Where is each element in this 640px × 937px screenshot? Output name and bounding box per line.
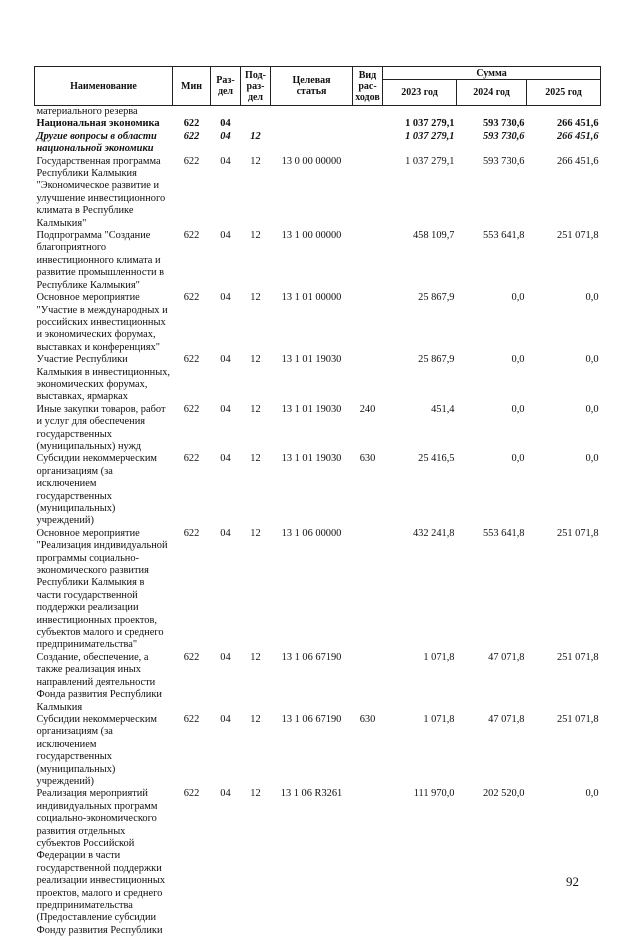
cell-razdel: 04 bbox=[211, 131, 241, 156]
cell-podrazdel: 12 bbox=[241, 354, 271, 404]
cell-sum-2024: 0,0 bbox=[457, 354, 527, 404]
cell-min: 622 bbox=[173, 788, 211, 937]
table-body bbox=[35, 106, 601, 937]
cell-sum-2023: 458 109,7 bbox=[383, 230, 457, 292]
table-row bbox=[35, 118, 601, 130]
cell-name: Подпрограмма "Создание благоприятного инвестиционного климата и развитие промышленности в Республике Калмыкия" bbox=[35, 230, 173, 292]
cell-min: 622 bbox=[173, 292, 211, 354]
cell-vid bbox=[353, 118, 383, 130]
cell-razdel: 04 bbox=[211, 230, 241, 292]
cell-sum-2024: 593 730,6 bbox=[457, 156, 527, 230]
cell-razdel: 04 bbox=[211, 453, 241, 527]
cell-sum-2023: 1 037 279,1 bbox=[383, 131, 457, 156]
cell-name: Основное мероприятие "Реализация индивидуальной программы социально-экономического развития Республики Калмыкия в части государственной поддержки реализации инвестиционных проектов, субъектов малого и среднего предпринимательства" bbox=[35, 528, 173, 652]
cell-sum-2023: 25 867,9 bbox=[383, 292, 457, 354]
table-row bbox=[35, 354, 601, 404]
table-row bbox=[35, 404, 601, 454]
cell-sum-2025: 0,0 bbox=[527, 788, 601, 937]
cell-target: 13 1 00 00000 bbox=[271, 230, 353, 292]
cell-min: 622 bbox=[173, 156, 211, 230]
table-row bbox=[35, 131, 601, 156]
cell-min: 622 bbox=[173, 118, 211, 130]
cell-razdel bbox=[211, 106, 241, 119]
cell-target: 13 1 01 00000 bbox=[271, 292, 353, 354]
cell-target: 13 1 06 00000 bbox=[271, 528, 353, 652]
cell-sum-2024: 0,0 bbox=[457, 292, 527, 354]
cell-target: 13 1 01 19030 bbox=[271, 404, 353, 454]
cell-name: Создание, обеспечение, а также реализация иных направлений деятельности Фонда развития Республики Калмыкия bbox=[35, 652, 173, 714]
cell-sum-2023: 111 970,0 bbox=[383, 788, 457, 937]
cell-vid bbox=[353, 131, 383, 156]
cell-podrazdel bbox=[241, 118, 271, 130]
cell-sum-2025: 251 071,8 bbox=[527, 652, 601, 714]
cell-sum-2025: 266 451,6 bbox=[527, 118, 601, 130]
cell-sum-2024: 593 730,6 bbox=[457, 118, 527, 130]
table-row bbox=[35, 230, 601, 292]
cell-target bbox=[271, 131, 353, 156]
cell-razdel: 04 bbox=[211, 528, 241, 652]
cell-vid bbox=[353, 652, 383, 714]
cell-podrazdel: 12 bbox=[241, 788, 271, 937]
cell-min: 622 bbox=[173, 230, 211, 292]
cell-sum-2023: 1 071,8 bbox=[383, 652, 457, 714]
cell-sum-2023: 1 037 279,1 bbox=[383, 118, 457, 130]
cell-name: Иные закупки товаров, работ и услуг для обеспечения государственных (муниципальных) нужд bbox=[35, 404, 173, 454]
cell-vid: 240 bbox=[353, 404, 383, 454]
cell-razdel: 04 bbox=[211, 714, 241, 788]
cell-min: 622 bbox=[173, 528, 211, 652]
cell-vid bbox=[353, 292, 383, 354]
cell-razdel: 04 bbox=[211, 118, 241, 130]
table-header bbox=[35, 67, 601, 106]
cell-podrazdel: 12 bbox=[241, 652, 271, 714]
cell-podrazdel: 12 bbox=[241, 292, 271, 354]
cell-min: 622 bbox=[173, 354, 211, 404]
cell-vid bbox=[353, 106, 383, 119]
cell-sum-2024: 47 071,8 bbox=[457, 714, 527, 788]
cell-min: 622 bbox=[173, 453, 211, 527]
cell-sum-2024: 47 071,8 bbox=[457, 652, 527, 714]
table-row bbox=[35, 528, 601, 652]
cell-sum-2024 bbox=[457, 106, 527, 119]
cell-name: Государственная программа Республики Калмыкия "Экономическое развитие и улучшение инвестиционного климата в Республике Калмыкия" bbox=[35, 156, 173, 230]
cell-sum-2023: 451,4 bbox=[383, 404, 457, 454]
cell-sum-2024: 202 520,0 bbox=[457, 788, 527, 937]
cell-target: 13 1 06 R3261 bbox=[271, 788, 353, 937]
table-row bbox=[35, 106, 601, 119]
cell-min: 622 bbox=[173, 714, 211, 788]
cell-sum-2025: 0,0 bbox=[527, 354, 601, 404]
cell-sum-2025: 266 451,6 bbox=[527, 156, 601, 230]
table-row bbox=[35, 652, 601, 714]
cell-podrazdel: 12 bbox=[241, 714, 271, 788]
cell-vid bbox=[353, 528, 383, 652]
cell-min: 622 bbox=[173, 652, 211, 714]
table-row bbox=[35, 788, 601, 937]
cell-name: Субсидии некоммерческим организациям (за исключением государственных (муниципальных) учреждений) bbox=[35, 714, 173, 788]
cell-min: 622 bbox=[173, 131, 211, 156]
cell-target: 13 1 01 19030 bbox=[271, 354, 353, 404]
cell-razdel: 04 bbox=[211, 354, 241, 404]
cell-razdel: 04 bbox=[211, 788, 241, 937]
cell-sum-2025: 0,0 bbox=[527, 453, 601, 527]
cell-vid bbox=[353, 230, 383, 292]
table-row bbox=[35, 156, 601, 230]
cell-razdel: 04 bbox=[211, 652, 241, 714]
col-header-name: Наименование bbox=[35, 67, 173, 106]
cell-target bbox=[271, 106, 353, 119]
cell-sum-2024: 0,0 bbox=[457, 404, 527, 454]
cell-name: Другие вопросы в области национальной экономики bbox=[35, 131, 173, 156]
cell-razdel: 04 bbox=[211, 404, 241, 454]
cell-name: Основное мероприятие "Участие в международных и российских инвестиционных и экономических форумах, выставках и конференциях" bbox=[35, 292, 173, 354]
cell-sum-2023: 1 071,8 bbox=[383, 714, 457, 788]
cell-min: 622 bbox=[173, 404, 211, 454]
cell-sum-2023: 25 416,5 bbox=[383, 453, 457, 527]
col-header-razdel: Раз- дел bbox=[211, 67, 241, 106]
col-header-sum: Сумма bbox=[383, 67, 601, 80]
cell-sum-2023: 1 037 279,1 bbox=[383, 156, 457, 230]
cell-vid bbox=[353, 354, 383, 404]
cell-podrazdel: 12 bbox=[241, 404, 271, 454]
col-header-vid: Вид рас- ходов bbox=[353, 67, 383, 106]
cell-sum-2023: 25 867,9 bbox=[383, 354, 457, 404]
table-row bbox=[35, 714, 601, 788]
cell-sum-2025 bbox=[527, 106, 601, 119]
cell-target bbox=[271, 118, 353, 130]
cell-name: материального резерва bbox=[35, 106, 173, 119]
page-number: 92 bbox=[566, 874, 579, 890]
cell-podrazdel: 12 bbox=[241, 156, 271, 230]
cell-podrazdel: 12 bbox=[241, 528, 271, 652]
cell-podrazdel bbox=[241, 106, 271, 119]
cell-name: Реализация мероприятий индивидуальных программ социально-экономического развития отдельных субъектов Российской Федерации в части государственной поддержки реализации инвестиционных проектов, малого и среднего предпринимательства (Предоставление субсидии Фонду развития Республики bbox=[35, 788, 173, 937]
col-header-2025: 2025 год bbox=[527, 80, 601, 106]
table-row bbox=[35, 453, 601, 527]
cell-sum-2024: 553 641,8 bbox=[457, 528, 527, 652]
cell-podrazdel: 12 bbox=[241, 453, 271, 527]
cell-vid bbox=[353, 156, 383, 230]
cell-razdel: 04 bbox=[211, 292, 241, 354]
cell-target: 13 0 00 00000 bbox=[271, 156, 353, 230]
cell-razdel: 04 bbox=[211, 156, 241, 230]
cell-podrazdel: 12 bbox=[241, 131, 271, 156]
cell-vid bbox=[353, 788, 383, 937]
cell-sum-2025: 266 451,6 bbox=[527, 131, 601, 156]
cell-target: 13 1 06 67190 bbox=[271, 714, 353, 788]
cell-sum-2024: 0,0 bbox=[457, 453, 527, 527]
cell-sum-2025: 251 071,8 bbox=[527, 714, 601, 788]
cell-name: Субсидии некоммерческим организациям (за исключением государственных (муниципальных) учреждений) bbox=[35, 453, 173, 527]
cell-sum-2025: 251 071,8 bbox=[527, 230, 601, 292]
cell-min bbox=[173, 106, 211, 119]
col-header-podrazdel: Под- раз- дел bbox=[241, 67, 271, 106]
budget-table bbox=[34, 66, 601, 937]
cell-target: 13 1 01 19030 bbox=[271, 453, 353, 527]
col-header-2023: 2023 год bbox=[383, 80, 457, 106]
cell-sum-2024: 553 641,8 bbox=[457, 230, 527, 292]
cell-sum-2024: 593 730,6 bbox=[457, 131, 527, 156]
cell-sum-2025: 0,0 bbox=[527, 292, 601, 354]
cell-podrazdel: 12 bbox=[241, 230, 271, 292]
col-header-min: Мин bbox=[173, 67, 211, 106]
cell-target: 13 1 06 67190 bbox=[271, 652, 353, 714]
cell-sum-2023: 432 241,8 bbox=[383, 528, 457, 652]
cell-vid: 630 bbox=[353, 714, 383, 788]
cell-sum-2025: 251 071,8 bbox=[527, 528, 601, 652]
cell-vid: 630 bbox=[353, 453, 383, 527]
cell-name: Участие Республики Калмыкия в инвестиционных, экономических форумах, выставках, ярмарках bbox=[35, 354, 173, 404]
cell-sum-2023 bbox=[383, 106, 457, 119]
col-header-2024: 2024 год bbox=[457, 80, 527, 106]
col-header-target: Целевая статья bbox=[271, 67, 353, 106]
table-row bbox=[35, 292, 601, 354]
cell-sum-2025: 0,0 bbox=[527, 404, 601, 454]
cell-name: Национальная экономика bbox=[35, 118, 173, 130]
